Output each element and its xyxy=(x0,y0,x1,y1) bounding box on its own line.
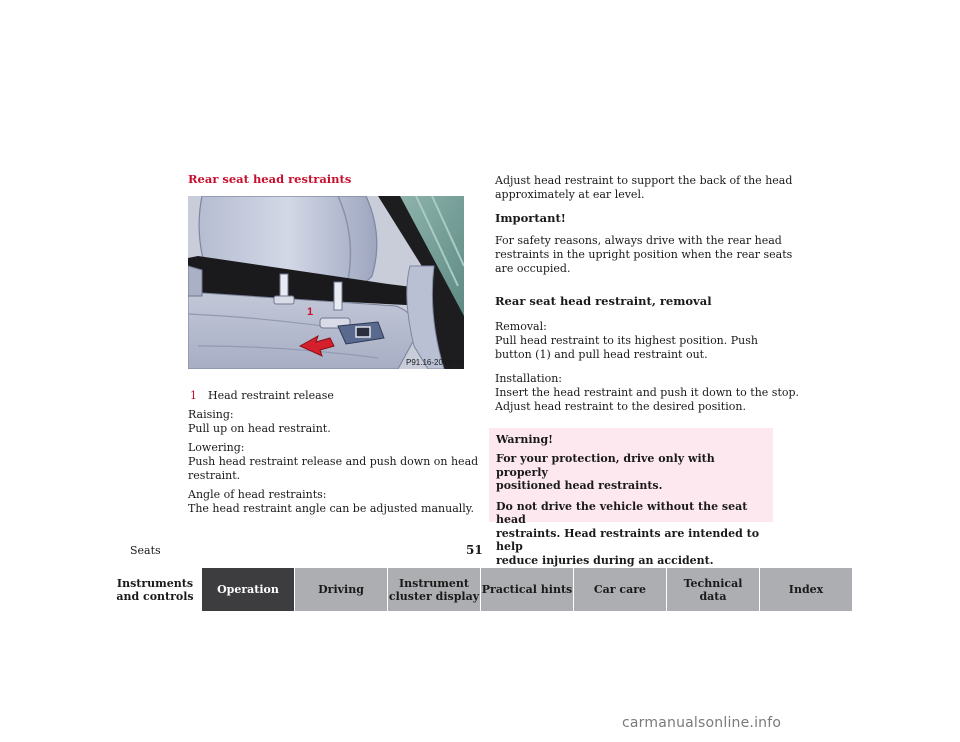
tab-operation[interactable] xyxy=(202,568,295,611)
tab-label-line-1: Instrument xyxy=(399,576,469,590)
installation-line-1: Insert the head restraint and push it down to the stop. xyxy=(495,386,800,399)
removal-label: Removal: xyxy=(495,320,547,333)
warning-para-1 xyxy=(496,452,766,493)
warning-para-2 xyxy=(496,500,766,568)
caption-text: Head restraint release xyxy=(208,389,334,402)
warning-para-1-line-1: For your protection, drive only with properly xyxy=(496,452,715,479)
watermark-text: carmanualsonline.info xyxy=(622,715,782,731)
tab-practical-hints[interactable] xyxy=(481,568,574,611)
tab-label-line-1: Practical hints xyxy=(481,583,573,596)
tab-technical-data[interactable] xyxy=(667,568,760,611)
installation-line-2: Adjust head restraint to the desired position. xyxy=(495,400,746,413)
page-number: 51 xyxy=(466,543,483,557)
removal-heading: Rear seat head restraint, removal xyxy=(495,294,712,308)
figure-caption xyxy=(188,389,468,403)
raising-label: Raising: xyxy=(188,408,234,421)
callout-number: 1 xyxy=(307,306,314,318)
removal-line-1: Pull head restraint to its highest position. Push xyxy=(495,334,758,347)
figure-code: P91.16-2019-26 xyxy=(406,358,464,367)
tab-label-line-1: Technical xyxy=(683,576,743,590)
tab-instrument-cluster-display[interactable] xyxy=(388,568,481,611)
tab-label-line-1: Operation xyxy=(217,583,279,596)
illustration-svg xyxy=(188,196,464,369)
tab-instruments-and-controls[interactable] xyxy=(109,568,202,611)
lowering-line-2: restraint. xyxy=(188,469,241,482)
tab-label-line-2: data xyxy=(699,589,727,603)
warning-box xyxy=(489,428,773,567)
caption-number: 1 xyxy=(190,389,197,402)
tab-label-line-2: and controls xyxy=(116,589,194,603)
warning-para-2-line-3: reduce injuries during an accident. xyxy=(496,553,714,567)
tab-label-line-1: Instruments xyxy=(116,576,194,590)
section-heading: Rear seat head restraints xyxy=(188,172,352,186)
angle-text: The head restraint angle can be adjusted manually. xyxy=(188,502,475,515)
important-line-2: restraints in the upright position when the rear seats xyxy=(495,248,793,261)
installation-label: Installation: xyxy=(495,372,562,385)
warning-title: Warning! xyxy=(496,433,554,446)
important-line-3: are occupied. xyxy=(495,262,571,275)
warning-para-1-line-2: positioned head restraints. xyxy=(496,479,663,492)
tab-label-line-2: cluster display xyxy=(388,589,480,603)
intro-line-1: Adjust head restraint to support the back of the head xyxy=(495,174,793,187)
head-restraint-illustration xyxy=(188,196,464,369)
intro-line-2: approximately at ear level. xyxy=(495,188,645,201)
tab-label-line-1: Car care xyxy=(593,583,647,596)
lowering-line-1: Push head restraint release and push down on head xyxy=(188,455,479,468)
important-line-1: For safety reasons, always drive with the rear head xyxy=(495,234,782,247)
tab-label-line-1: Index xyxy=(788,583,824,596)
removal-line-2: button (1) and pull head restraint out. xyxy=(495,348,708,361)
lowering-label: Lowering: xyxy=(188,441,245,454)
raising-text: Pull up on head restraint. xyxy=(188,422,331,435)
angle-label: Angle of head restraints: xyxy=(188,488,327,501)
important-title: Important! xyxy=(495,211,566,225)
tab-label-line-1: Driving xyxy=(318,583,364,596)
warning-para-2-line-2: restraints. Head restraints are intended to help xyxy=(496,526,760,553)
chapter-tabs xyxy=(109,568,852,611)
footer-section-name: Seats xyxy=(130,544,161,557)
tab-index[interactable] xyxy=(760,568,852,611)
tab-driving[interactable] xyxy=(295,568,388,611)
tab-car-care[interactable] xyxy=(574,568,667,611)
warning-para-2-line-1: Do not drive the vehicle without the seat head xyxy=(496,499,748,526)
